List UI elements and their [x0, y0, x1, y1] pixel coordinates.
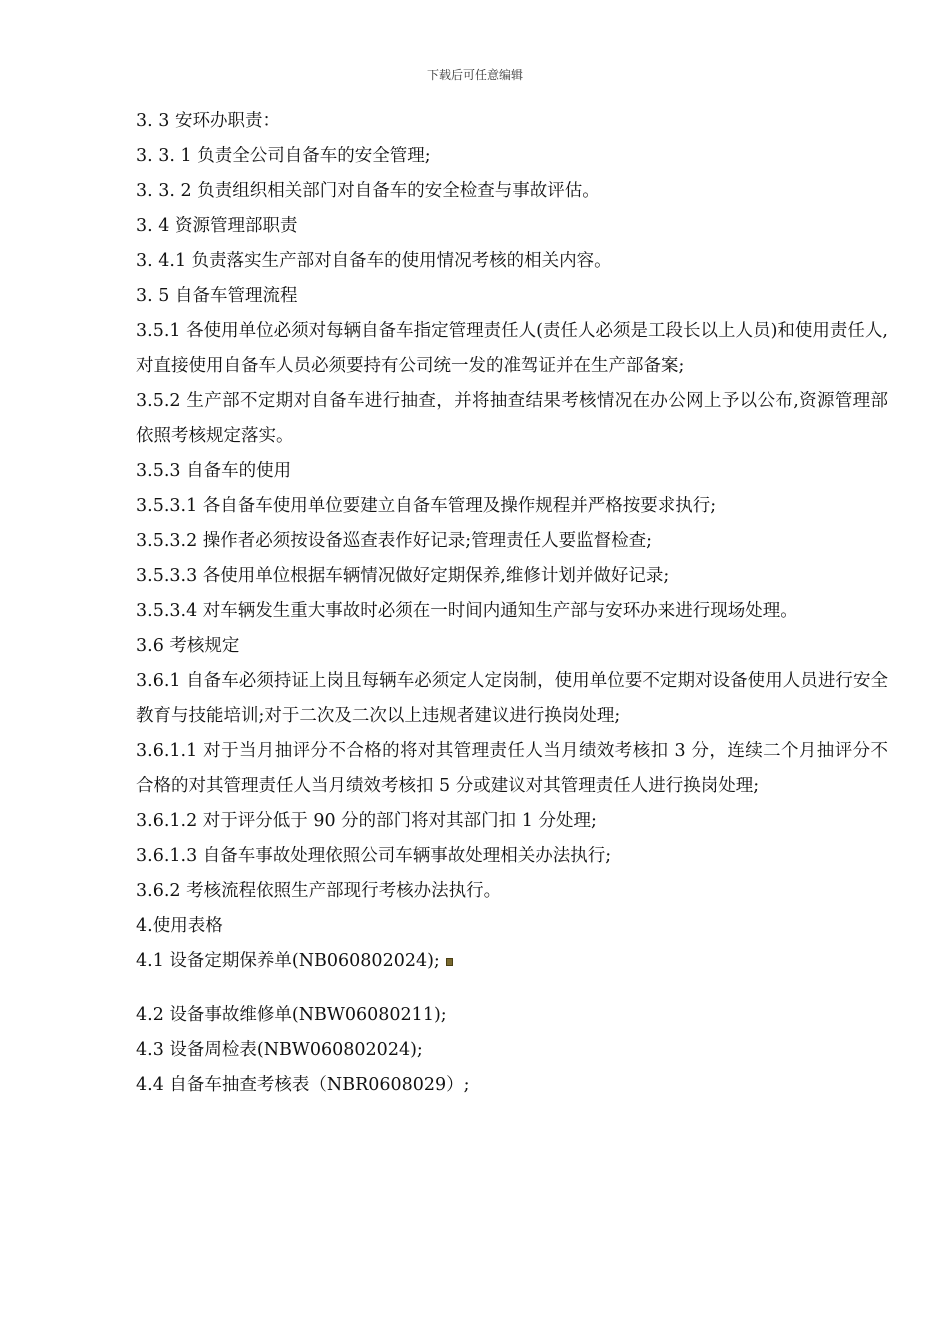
- spacer: [136, 979, 888, 998]
- list-item: 3. 3. 1 负责全公司自备车的安全管理;: [136, 146, 431, 166]
- form-item: [136, 944, 888, 979]
- section-heading: 3. 5 自备车管理流程: [136, 286, 298, 306]
- list-item: 3.5.2 生产部不定期对自备车进行抽查，并将抽查结果考核情况在办公网上予以公布,资源管理部依照考核规定落实。: [136, 391, 888, 446]
- form-item: 4.2 设备事故维修单(NBW06080211);: [136, 1005, 447, 1025]
- section-heading: 3.6 考核规定: [136, 636, 240, 656]
- form-item-text: 4.1 设备定期保养单(NB060802024);: [136, 951, 440, 971]
- section-heading: 3. 4 资源管理部职责: [136, 216, 298, 236]
- list-item: 3. 3. 2 负责组织相关部门对自备车的安全检查与事故评估。: [136, 181, 600, 201]
- list-item: 3.5.3.2 操作者必须按设备巡查表作好记录;管理责任人要监督检查;: [136, 531, 653, 551]
- form-item: 4.3 设备周检表(NBW060802024);: [136, 1040, 423, 1060]
- header-note: 下载后可任意编辑: [426, 68, 523, 82]
- document-body: [136, 104, 888, 1103]
- form-item: 4.4 自备车抽查考核表（NBR0608029）;: [136, 1075, 470, 1095]
- section-heading: 3.5.3 自备车的使用: [136, 461, 292, 481]
- embedded-object-icon: [446, 958, 453, 966]
- list-item: 3.6.1.3 自备车事故处理依照公司车辆事故处理相关办法执行;: [136, 846, 612, 866]
- list-item: 3.6.1 自备车必须持证上岗且每辆车必须定人定岗制，使用单位要不定期对设备使用人员进行安全教育与技能培训;对于二次及二次以上违规者建议进行换岗处理;: [136, 671, 888, 726]
- list-item: 3.6.2 考核流程依照生产部现行考核办法执行。: [136, 881, 502, 901]
- list-item: 3.6.1.2 对于评分低于 90 分的部门将对其部门扣 1 分处理;: [136, 811, 597, 831]
- list-item: 3.5.1 各使用单位必须对每辆自备车指定管理责任人(责任人必须是工段长以上人员)和使用责任人,对直接使用自备车人员必须要持有公司统一发的准驾证并在生产部备案;: [136, 321, 888, 376]
- list-item: 3.5.3.4 对车辆发生重大事故时必须在一时间内通知生产部与安环办来进行现场处理。: [136, 601, 798, 621]
- section-heading: 4.使用表格: [136, 916, 223, 936]
- list-item: 3.5.3.3 各使用单位根据车辆情况做好定期保养,维修计划并做好记录;: [136, 566, 670, 586]
- list-item: 3.5.3.1 各自备车使用单位要建立自备车管理及操作规程并严格按要求执行;: [136, 496, 717, 516]
- list-item: 3.6.1.1 对于当月抽评分不合格的将对其管理责任人当月绩效考核扣 3 分，连续二个月抽评分不合格的对其管理责任人当月绩效考核扣 5 分或建议对其管理责任人进行换岗处理;: [136, 741, 888, 796]
- list-item: 3. 4.1 负责落实生产部对自备车的使用情况考核的相关内容。: [136, 251, 612, 271]
- section-heading: 3. 3 安环办职责：: [136, 111, 280, 131]
